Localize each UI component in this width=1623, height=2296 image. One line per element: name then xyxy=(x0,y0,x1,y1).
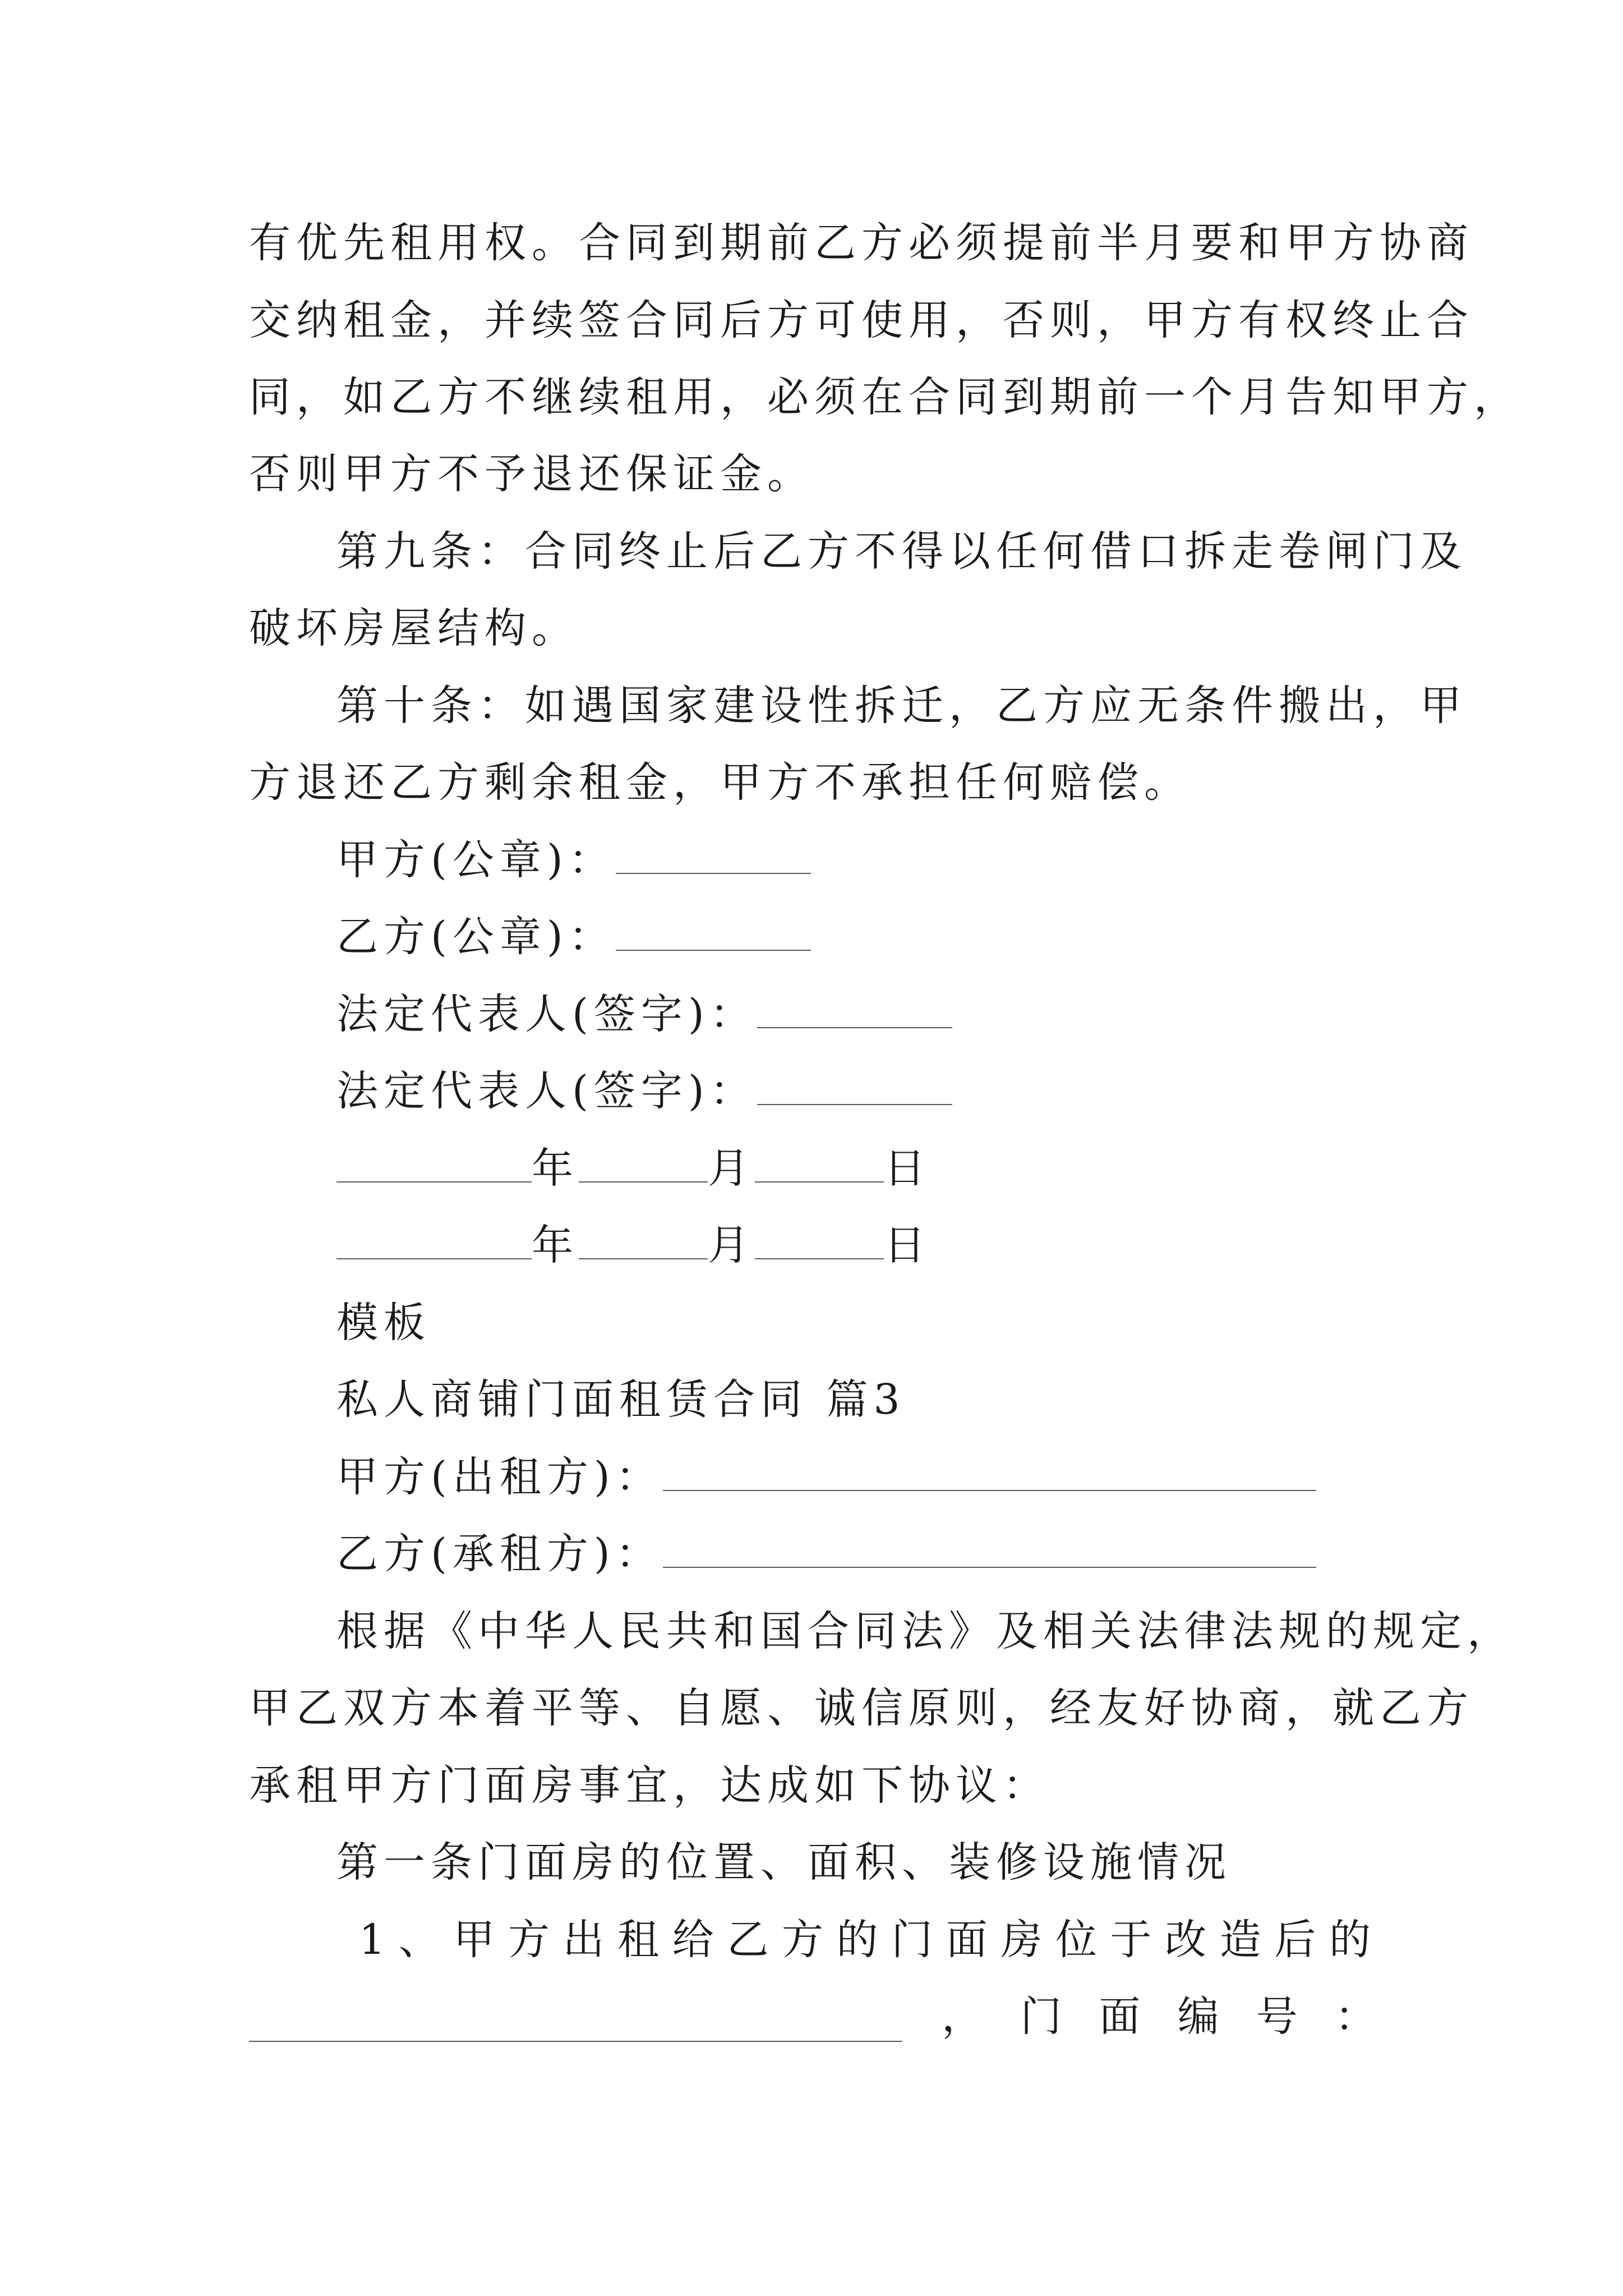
month-blank-1[interactable] xyxy=(579,1148,708,1182)
month-label-2: 月 xyxy=(708,1221,755,1269)
party-a-lessor-blank[interactable] xyxy=(663,1456,1316,1491)
party-a-lessor-row xyxy=(336,1452,1316,1502)
article-1-title: 第一条门面房的位置、面积、装修设施情况 xyxy=(336,1838,1232,1887)
party-a-lessor-label: 甲方(出租方)： xyxy=(336,1453,663,1501)
article-9-line: 第九条：合同终止后乙方不得以任何借口拆走卷闸门及 xyxy=(336,527,1467,576)
day-blank-1[interactable] xyxy=(755,1148,884,1182)
year-label-1: 年 xyxy=(532,1144,579,1193)
date-row-2 xyxy=(336,1220,931,1271)
day-blank-2[interactable] xyxy=(755,1225,884,1259)
legal-rep-row-1 xyxy=(336,989,952,1039)
paragraph-line: 同，如乙方不继续租用，必须在合同到期前一个月告知甲方， xyxy=(249,373,1521,421)
legal-rep-blank-1[interactable] xyxy=(757,993,952,1028)
party-b-lessee-label: 乙方(承租方)： xyxy=(336,1530,663,1578)
legal-rep-label-2: 法定代表人(签字)： xyxy=(336,1067,757,1115)
template-label: 模板 xyxy=(336,1299,431,1347)
article-9-line: 破坏房屋结构。 xyxy=(249,604,579,652)
legal-rep-blank-2[interactable] xyxy=(757,1070,952,1105)
legal-rep-row-2 xyxy=(336,1066,952,1116)
day-label-2: 日 xyxy=(884,1221,931,1269)
paragraph-line: 交纳租金，并续签合同后方可使用，否则，甲方有权终止合 xyxy=(249,296,1474,344)
month-label-1: 月 xyxy=(708,1144,755,1193)
address-blank[interactable] xyxy=(249,2007,902,2042)
preamble-line: 根据《中华人民共和国合同法》及相关法律法规的规定， xyxy=(336,1607,1514,1655)
party-b-lessee-row xyxy=(336,1529,1316,1579)
party-b-lessee-blank[interactable] xyxy=(663,1533,1316,1568)
year-blank-2[interactable] xyxy=(336,1225,532,1259)
unit-number-label: ， 门 面 编 号 ： xyxy=(942,1993,1376,2041)
preamble-line: 甲乙双方本着平等、自愿、诚信原则，经友好协商，就乙方 xyxy=(249,1684,1474,1732)
party-b-seal-label: 乙方(公章)： xyxy=(336,913,616,961)
party-b-seal-blank[interactable] xyxy=(616,916,811,951)
day-label-1: 日 xyxy=(884,1144,931,1193)
party-a-seal-row xyxy=(336,835,811,885)
year-label-2: 年 xyxy=(532,1221,579,1269)
clause-1-line-2 xyxy=(249,1991,1376,2042)
paragraph-line: 有优先租用权。合同到期前乙方必须提前半月要和甲方协商 xyxy=(249,219,1474,267)
party-a-seal-label: 甲方(公章)： xyxy=(336,836,616,884)
month-blank-2[interactable] xyxy=(579,1225,708,1259)
party-b-seal-row xyxy=(336,912,811,962)
clause-1-line-1: 1、甲方出租给乙方的门面房位于改造后的 xyxy=(359,1916,1376,1964)
party-a-seal-blank[interactable] xyxy=(616,839,811,874)
preamble-line: 承租甲方门面房事宜，达成如下协议： xyxy=(249,1761,1050,1810)
article-10-line: 第十条：如遇国家建设性拆迁，乙方应无条件搬出，甲 xyxy=(336,682,1467,730)
legal-rep-label-1: 法定代表人(签字)： xyxy=(336,990,757,1038)
article-10-line: 方退还乙方剩余租金，甲方不承担任何赔偿。 xyxy=(249,758,1191,807)
section-title: 私人商铺门面租赁合同 篇3 xyxy=(336,1375,906,1424)
paragraph-line: 否则甲方不予退还保证金。 xyxy=(249,450,814,498)
year-blank-1[interactable] xyxy=(336,1148,532,1182)
date-row-1 xyxy=(336,1143,931,1194)
